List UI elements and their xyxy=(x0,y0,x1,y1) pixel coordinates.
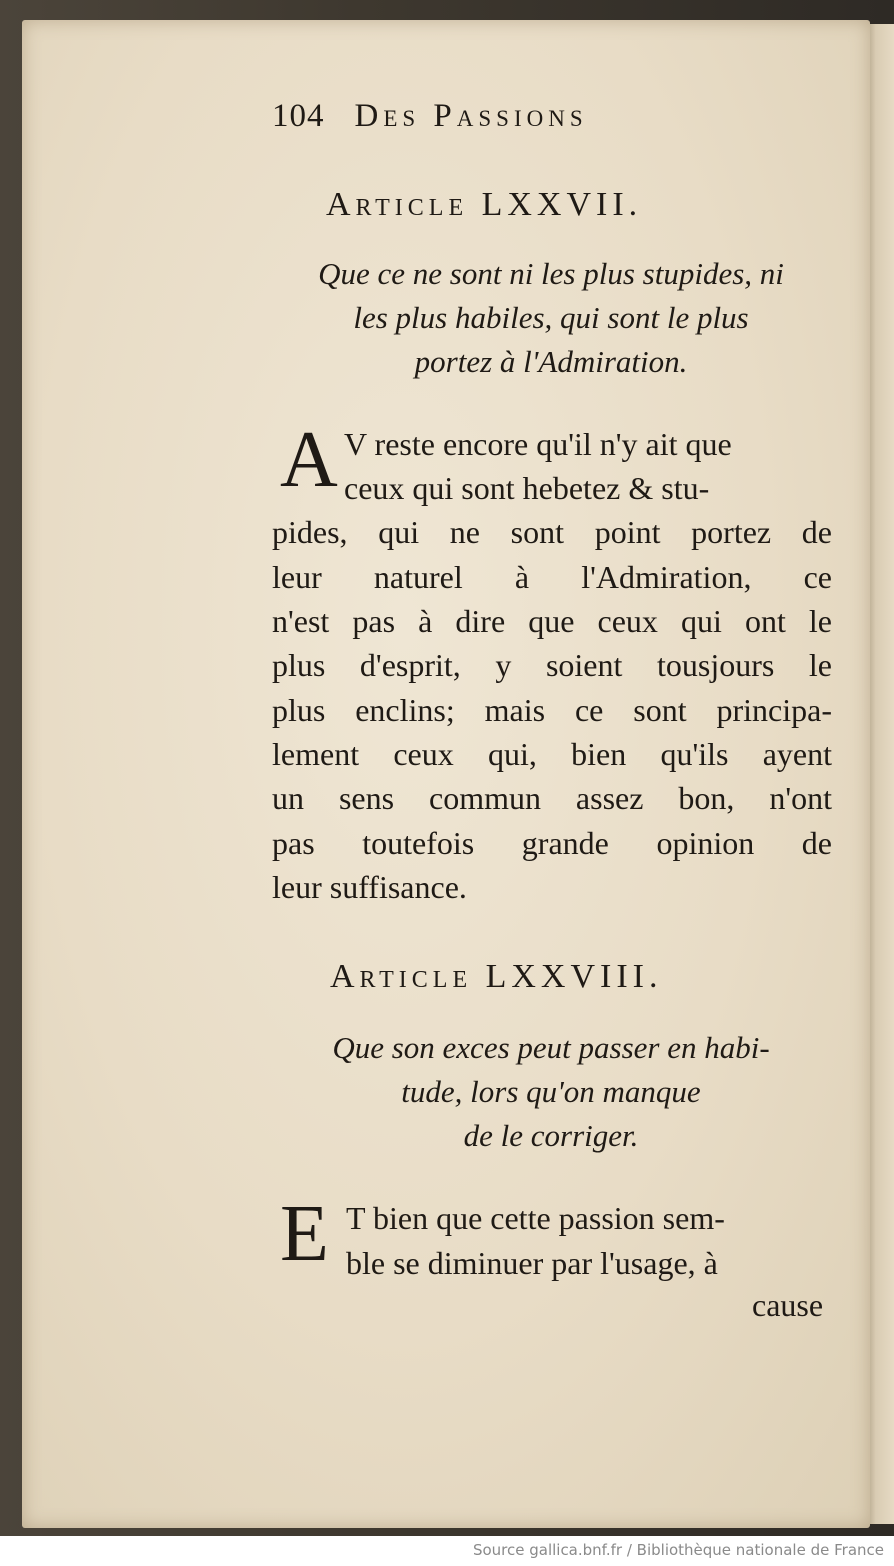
summary-line: Que son exces peut passer en habi- xyxy=(332,1030,770,1065)
article-78-dropcap: E xyxy=(280,1190,329,1278)
article-78-heading: Article LXXVIII. xyxy=(330,958,663,995)
body-line: leur suffisance. xyxy=(272,869,467,905)
facing-page-edge xyxy=(868,24,894,1524)
catchword: cause xyxy=(752,1287,824,1323)
article-77-summary xyxy=(270,252,832,384)
article-77-dropcap: A xyxy=(280,416,338,504)
summary-line: de le corriger. xyxy=(463,1118,639,1153)
body-line: plus d'esprit, y soient tousjours le xyxy=(272,647,832,683)
running-head xyxy=(272,98,588,135)
summary-line: Que ce ne sont ni les plus stupides, ni xyxy=(318,256,784,291)
body-line: ceux qui sont hebetez & stu- xyxy=(344,470,710,506)
summary-line: les plus habiles, qui sont le plus xyxy=(353,300,749,335)
book-page xyxy=(22,20,870,1528)
source-credit: Source gallica.bnf.fr / Bibliothèque nationale de France xyxy=(472,1541,884,1559)
body-line: lement ceux qui, bien qu'ils ayent xyxy=(272,736,832,772)
body-line: un sens commun assez bon, n'ont xyxy=(272,780,832,816)
body-line: n'est pas à dire que ceux qui ont le xyxy=(272,603,832,639)
body-line: T bien que cette passion sem- xyxy=(346,1200,725,1236)
body-line: plus enclins; mais ce sont principa- xyxy=(272,692,832,728)
page-number: 104 xyxy=(272,98,325,134)
body-line: pides, qui ne sont point portez de xyxy=(272,514,832,550)
body-line: V reste encore qu'il n'y ait que xyxy=(344,426,732,462)
body-line: leur naturel à l'Admiration, ce xyxy=(272,559,832,595)
summary-line: tude, lors qu'on manque xyxy=(401,1074,701,1109)
article-77-heading: Article LXXVII. xyxy=(326,186,643,223)
summary-line: portez à l'Admiration. xyxy=(414,344,688,379)
body-line: pas toutefois grande opinion de xyxy=(272,825,832,861)
running-title: Des Passions xyxy=(354,98,588,134)
article-78-summary xyxy=(270,1026,832,1158)
body-line: ble se diminuer par l'usage, à xyxy=(346,1245,718,1281)
